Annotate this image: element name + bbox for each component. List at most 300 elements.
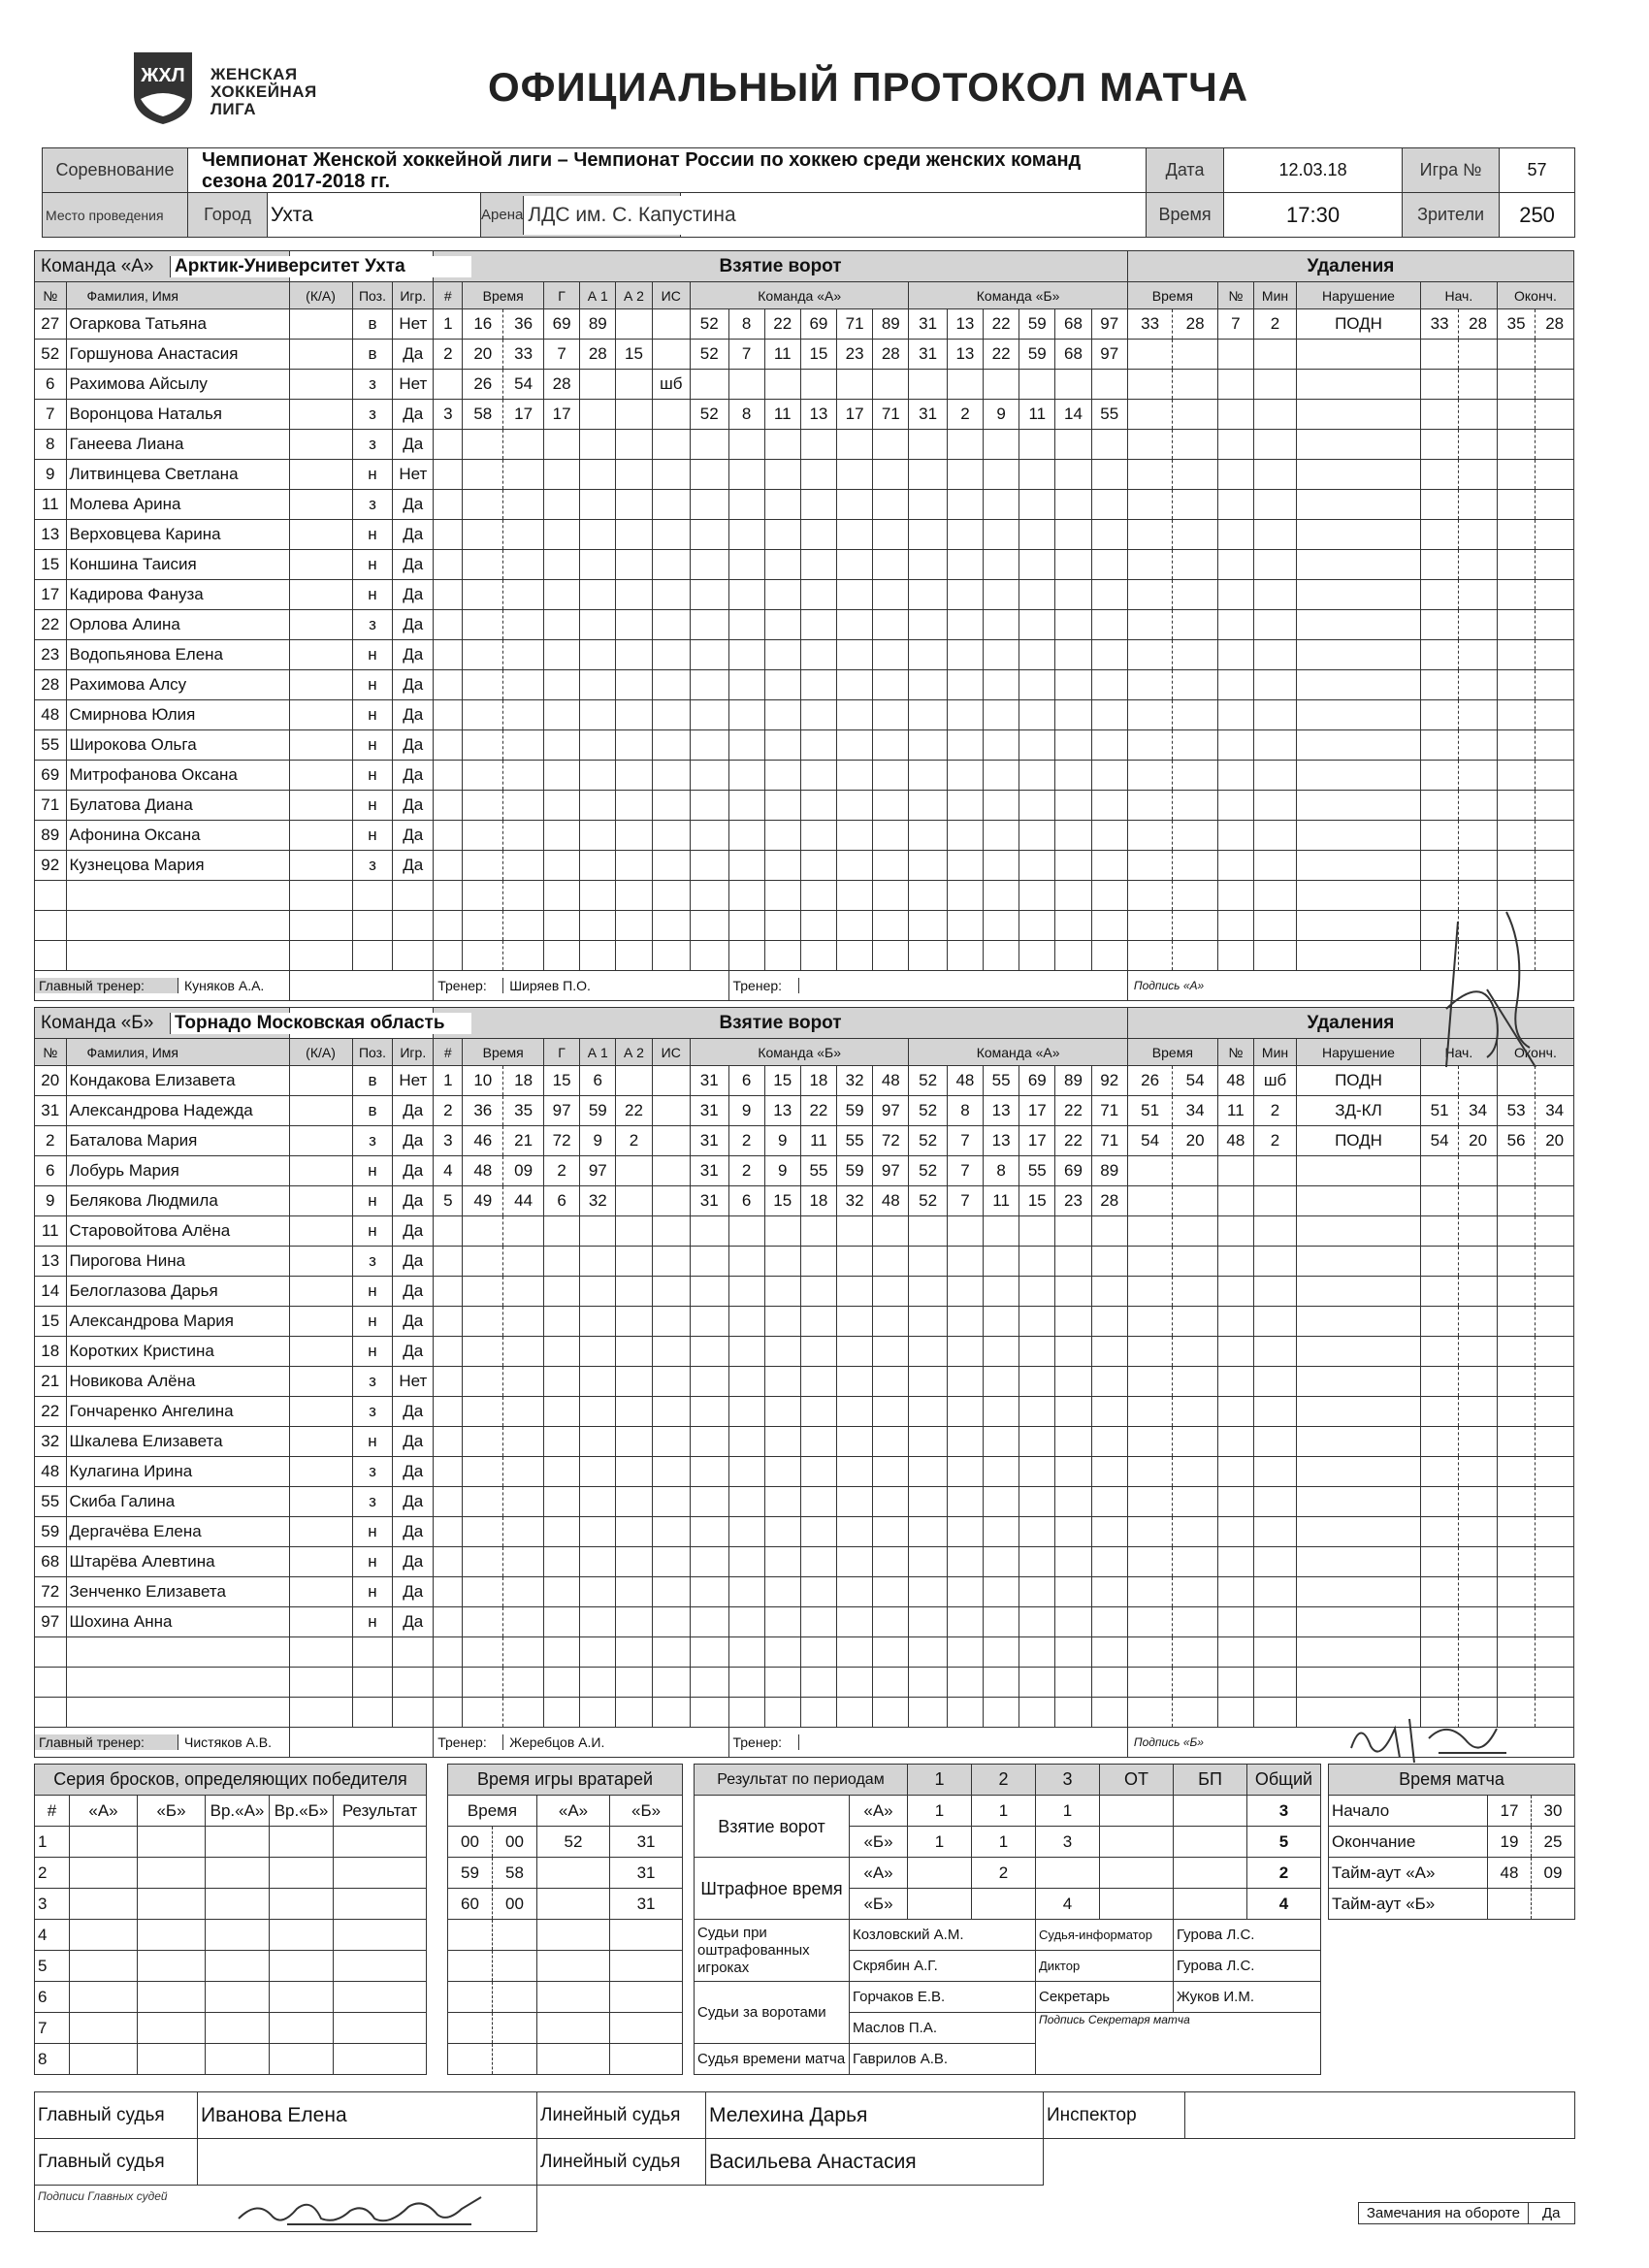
penalty-start-min: 51 (1420, 1096, 1458, 1126)
goal-line-player (947, 640, 983, 670)
goal-empty (544, 490, 580, 520)
goal-number: 2 (434, 340, 463, 370)
goal-number (434, 1517, 463, 1547)
team-label: Команда «А» (35, 256, 171, 277)
goal-line-player (984, 1637, 1019, 1668)
penalty-second (1173, 1186, 1217, 1216)
shootout-col: Результат (334, 1796, 427, 1827)
goal-line-player (691, 1397, 728, 1427)
goals-header: Взятие ворот (434, 251, 1128, 282)
goal-minute (463, 941, 503, 971)
player-position: н (352, 1277, 393, 1307)
goal-line-player (947, 881, 983, 911)
penalty-minutes (1253, 941, 1296, 971)
goal-line-player (1055, 1337, 1091, 1367)
table-row (35, 881, 1574, 911)
goal-line-player (873, 1307, 909, 1337)
penalty-minutes (1253, 1517, 1296, 1547)
period-value: 1 (972, 1827, 1036, 1858)
goal-line-player (909, 791, 947, 821)
goal-number: 4 (434, 1156, 463, 1186)
player-name: Белоглазова Дарья (66, 1277, 289, 1307)
goal-empty (652, 1698, 690, 1728)
goal-line-player (1055, 1307, 1091, 1337)
goal-empty (616, 1277, 652, 1307)
table-row (35, 911, 1574, 941)
goal-own-player: 72 (873, 1126, 909, 1156)
goal-opp-player: 55 (984, 1066, 1019, 1096)
goal-second (503, 640, 544, 670)
team-label: Команда «Б» (35, 1013, 171, 1034)
goal-line-player (691, 1427, 728, 1457)
goal-judge-2: Маслов П.А. (850, 2013, 1036, 2044)
penalty-end-min (1497, 1607, 1535, 1637)
player-position: в (352, 1096, 393, 1126)
goal-line-player (873, 730, 909, 761)
penalty-start-min (1420, 1577, 1458, 1607)
goal-line-player (984, 580, 1019, 610)
penalty-player (1217, 1337, 1253, 1367)
goal-line-player (764, 610, 800, 640)
goal-second (503, 1397, 544, 1427)
player-played: Да (393, 730, 434, 761)
penalty-minute (1127, 1698, 1172, 1728)
period-value (1100, 1889, 1174, 1920)
goal-line-player (1019, 1517, 1055, 1547)
goal-empty (544, 460, 580, 490)
shootout-row-num: 3 (35, 1889, 70, 1920)
shootout-row-num: 2 (35, 1858, 70, 1889)
penalty-violation (1297, 1277, 1421, 1307)
goal-second (503, 851, 544, 881)
period-value: 4 (1247, 1889, 1321, 1920)
goal-line-player (1091, 520, 1127, 550)
goal-line-player (837, 550, 873, 580)
penalty-start-min: 33 (1420, 309, 1458, 340)
penalty-player (1217, 1367, 1253, 1397)
goal-empty (544, 580, 580, 610)
goal-second: 33 (503, 340, 544, 370)
goal-empty (652, 1216, 690, 1247)
goal-empty (652, 1577, 690, 1607)
player-name: Гончаренко Ангелина (66, 1397, 289, 1427)
goal-number (434, 610, 463, 640)
goal-empty (580, 1367, 616, 1397)
goal-line-player (1091, 1427, 1127, 1457)
goal-line-player (800, 821, 836, 851)
goal-second (503, 1367, 544, 1397)
penalty-start-min (1420, 1337, 1458, 1367)
goal-minute (463, 610, 503, 640)
penalty-violation (1297, 640, 1421, 670)
penalty-minute: 33 (1127, 309, 1172, 340)
goal-empty (652, 490, 690, 520)
penalty-end-sec (1536, 1547, 1574, 1577)
penalty-minute (1127, 640, 1172, 670)
penalty-minutes (1253, 550, 1296, 580)
goal-line-player (1019, 791, 1055, 821)
penalty-start-sec (1459, 1186, 1497, 1216)
goal-situation (652, 1156, 690, 1186)
penalty-minutes (1253, 640, 1296, 670)
shootout-cell (270, 1920, 334, 1951)
goal-line-player (1091, 821, 1127, 851)
player-position: з (352, 1247, 393, 1277)
table-row (35, 520, 1574, 550)
col-pen-time: Время (1127, 282, 1217, 309)
goal-line-player (947, 610, 983, 640)
goal-empty (544, 1397, 580, 1427)
referees-table (34, 2091, 1575, 2232)
player-position: н (352, 550, 393, 580)
table-row (35, 1889, 427, 1920)
goal-empty (616, 1307, 652, 1337)
penalty-minutes: 2 (1253, 1096, 1296, 1126)
shootout-cell (138, 1889, 206, 1920)
table-row (35, 1427, 1574, 1457)
goal-line-player (1055, 700, 1091, 730)
penalty-minute (1127, 1487, 1172, 1517)
penalty-player (1217, 670, 1253, 700)
match-start-label: Начало (1329, 1796, 1488, 1827)
col-opp-team: Команда «А» (909, 1039, 1128, 1066)
goal-empty (616, 1577, 652, 1607)
goal-empty (652, 1668, 690, 1698)
goal-line-player (837, 1517, 873, 1547)
goal-line-player (837, 640, 873, 670)
goalie-minute (448, 1951, 493, 1982)
player-name: Александрова Надежда (66, 1096, 289, 1126)
goal-own-player: 22 (800, 1096, 836, 1126)
period-col: ОТ (1100, 1765, 1174, 1796)
player-number: 18 (35, 1337, 67, 1367)
penalty-player (1217, 851, 1253, 881)
goal-number (434, 700, 463, 730)
goal-line-player (691, 430, 728, 460)
player-name: Штарёва Алевтина (66, 1547, 289, 1577)
player-number: 89 (35, 821, 67, 851)
penalty-violation (1297, 1637, 1421, 1668)
goal-line-player (909, 821, 947, 851)
goal-line-player (1091, 1367, 1127, 1397)
player-number: 11 (35, 490, 67, 520)
shootout-cell (206, 1889, 270, 1920)
table-row (35, 2013, 427, 2044)
periods-title: Результат по периодам (695, 1765, 908, 1796)
goal-line-player (764, 1367, 800, 1397)
goalie-second (493, 1920, 537, 1951)
penalty-minute (1127, 1577, 1172, 1607)
goal-line-player (947, 1547, 983, 1577)
goal-number (434, 1277, 463, 1307)
period-team: «Б» (850, 1889, 908, 1920)
player-name (66, 1698, 289, 1728)
penalty-second (1173, 1247, 1217, 1277)
goal-line-player (1019, 1367, 1055, 1397)
goal-own-player (837, 370, 873, 400)
goal-line-player (728, 430, 764, 460)
penalty-second (1173, 1337, 1217, 1367)
penalty-minutes (1253, 610, 1296, 640)
goal-number (434, 1698, 463, 1728)
player-name: Литвинцева Светлана (66, 460, 289, 490)
penalty-end-sec (1536, 1668, 1574, 1698)
goal-line-player (984, 821, 1019, 851)
goal-line-player (800, 1668, 836, 1698)
goal-line-player (873, 550, 909, 580)
head-coach-spacer (289, 971, 434, 1001)
player-ka (289, 370, 352, 400)
player-ka (289, 340, 352, 370)
col-pen-time: Время (1127, 1039, 1217, 1066)
player-ka (289, 851, 352, 881)
penalty-end-sec (1536, 370, 1574, 400)
goal-line-player (800, 580, 836, 610)
goal-line-player (1055, 670, 1091, 700)
goal-line-player (909, 1487, 947, 1517)
game-number-label: Игра № (1403, 148, 1500, 193)
goal-line-player (728, 1637, 764, 1668)
player-ka (289, 1457, 352, 1487)
goal-line-player (728, 1277, 764, 1307)
player-position: з (352, 851, 393, 881)
goal-line-player (1055, 1547, 1091, 1577)
goal-opp-player: 7 (947, 1156, 983, 1186)
penalty-player (1217, 1487, 1253, 1517)
penalty-minute (1127, 791, 1172, 821)
penalty-minutes (1253, 761, 1296, 791)
penalty-end-sec (1536, 1517, 1574, 1547)
goal-line-player (800, 1547, 836, 1577)
goal-minute: 10 (463, 1066, 503, 1096)
col-goal-time: Время (463, 1039, 544, 1066)
penalty-minutes: шб (1253, 1066, 1296, 1096)
penalty-end-sec (1536, 460, 1574, 490)
goal-line-player (1091, 1216, 1127, 1247)
player-position: н (352, 520, 393, 550)
goal-line-player (837, 610, 873, 640)
penalty-minute (1127, 1457, 1172, 1487)
penalty-end-sec (1536, 730, 1574, 761)
player-number: 22 (35, 1397, 67, 1427)
player-played: Да (393, 1307, 434, 1337)
player-position: н (352, 1427, 393, 1457)
goal-line-player (1091, 640, 1127, 670)
penalty-minutes (1253, 1427, 1296, 1457)
goal-line-player (1019, 730, 1055, 761)
goal-empty (652, 640, 690, 670)
goal-opp-player: 69 (1055, 1156, 1091, 1186)
penalty-start-min (1420, 430, 1458, 460)
goal-line-player (837, 1607, 873, 1637)
player-played: Да (393, 1216, 434, 1247)
penalty-minute (1127, 700, 1172, 730)
goal-line-player (1055, 580, 1091, 610)
penalty-player (1217, 1247, 1253, 1277)
player-position: н (352, 1307, 393, 1337)
goal-second (503, 1698, 544, 1728)
goal-empty (652, 430, 690, 460)
goal-number (434, 1577, 463, 1607)
goal-empty (580, 580, 616, 610)
goal-second (503, 821, 544, 851)
table-row (35, 1668, 1574, 1698)
goal-line-player (984, 550, 1019, 580)
period-col: 3 (1036, 1765, 1100, 1796)
col-num: № (35, 282, 67, 309)
player-name: Старовойтова Алёна (66, 1216, 289, 1247)
goal-line-player (764, 520, 800, 550)
goal-line-player (1055, 761, 1091, 791)
goal-line-player (947, 730, 983, 761)
goal-opp-player: 48 (947, 1066, 983, 1096)
penalty-end-sec (1536, 700, 1574, 730)
goal-empty (652, 851, 690, 881)
goal-line-player (764, 821, 800, 851)
goal-line-player (984, 460, 1019, 490)
document-title: ОФИЦИАЛЬНЫЙ ПРОТОКОЛ МАТЧА (488, 64, 1249, 110)
penalty-player (1217, 640, 1253, 670)
col-pos: Поз. (352, 282, 393, 309)
timeout-a-label: Тайм-аут «А» (1329, 1858, 1488, 1889)
goal-line-player (800, 1457, 836, 1487)
goal-empty (580, 1577, 616, 1607)
penalty-violation: ПОДН (1297, 1066, 1421, 1096)
goal-line-player (984, 1668, 1019, 1698)
table-row (448, 2044, 683, 2075)
table-row (35, 640, 1574, 670)
goal-empty (580, 610, 616, 640)
goal-opp-player: 17 (1019, 1096, 1055, 1126)
goal-own-player: 52 (691, 400, 728, 430)
penalty-violation (1297, 730, 1421, 761)
goal-own-player: 55 (837, 1126, 873, 1156)
player-name: Кадирова Фануза (66, 580, 289, 610)
player-position (352, 941, 393, 971)
goal-line-player (1091, 1577, 1127, 1607)
goal-empty (652, 1337, 690, 1367)
penalty-minutes (1253, 911, 1296, 941)
period-value (1100, 1796, 1174, 1827)
coach-1-cell (434, 971, 728, 1001)
goal-line-player (947, 580, 983, 610)
goal-line-player (909, 1607, 947, 1637)
shootout-cell (206, 2044, 270, 2075)
goal-line-player (800, 730, 836, 761)
goal-empty (616, 730, 652, 761)
penalty-end-min (1497, 490, 1535, 520)
penalty-minute (1127, 370, 1172, 400)
goal-own-player: 23 (837, 340, 873, 370)
goal-line-player (1091, 1307, 1127, 1337)
timeout-a-value-1: 48 (1488, 1858, 1532, 1889)
shootout-cell (70, 2044, 138, 2075)
player-played: Да (393, 520, 434, 550)
table-row (35, 1337, 1574, 1367)
table-row (35, 1367, 1574, 1397)
goal-second (503, 700, 544, 730)
goal-empty (580, 460, 616, 490)
goal-empty (544, 1427, 580, 1457)
goal-minute (463, 761, 503, 791)
shootout-cell (206, 1858, 270, 1889)
goal-line-player (691, 700, 728, 730)
coach-2-label: Тренер: (729, 978, 799, 993)
goal-own-player: 97 (873, 1096, 909, 1126)
goal-empty (544, 941, 580, 971)
goal-second (503, 1668, 544, 1698)
penalty-start-sec (1459, 520, 1497, 550)
goal-second: 44 (503, 1186, 544, 1216)
goal-minute (463, 430, 503, 460)
goal-line-player (1019, 700, 1055, 730)
period-col: 2 (972, 1765, 1036, 1796)
team-name: Торнадо Московская область (171, 1013, 471, 1034)
goal-opp-player (1055, 370, 1091, 400)
goal-empty (616, 881, 652, 911)
period-team: «Б» (850, 1827, 908, 1858)
match-start-value-1: 17 (1488, 1796, 1532, 1827)
player-number: 68 (35, 1547, 67, 1577)
goalie-title: Время игры вратарей (448, 1765, 683, 1796)
penalty-violation (1297, 821, 1421, 851)
goal-line-player (691, 580, 728, 610)
goal-line-player (1055, 1637, 1091, 1668)
goal-number (434, 881, 463, 911)
goal-line-player (764, 700, 800, 730)
penalty-second (1173, 791, 1217, 821)
goal-line-player (728, 911, 764, 941)
goal-own-player: 18 (800, 1186, 836, 1216)
goal-line-player (837, 1487, 873, 1517)
goal-line-player (1019, 550, 1055, 580)
goal-line-player (1091, 1547, 1127, 1577)
goal-empty (544, 1367, 580, 1397)
penalty-end-min (1497, 1517, 1535, 1547)
goal-line-player (947, 460, 983, 490)
penalty-player: 11 (1217, 1096, 1253, 1126)
penalty-minutes (1253, 460, 1296, 490)
penalty-start-sec (1459, 610, 1497, 640)
penalty-start-min (1420, 1216, 1458, 1247)
player-name: Коншина Таисия (66, 550, 289, 580)
player-name: Воронцова Наталья (66, 400, 289, 430)
goal-line-player (947, 1367, 983, 1397)
goal-line-player (984, 761, 1019, 791)
player-position (352, 1698, 393, 1728)
goal-empty (616, 1487, 652, 1517)
player-ka (289, 1637, 352, 1668)
table-row (35, 1982, 427, 2013)
goal-line-player (873, 1427, 909, 1457)
goal-line-player (984, 881, 1019, 911)
penalty-minutes (1253, 1547, 1296, 1577)
goal-number (434, 851, 463, 881)
goal-line-player (1055, 1367, 1091, 1397)
head-coach-spacer (289, 1728, 434, 1758)
goal-line-player (837, 1547, 873, 1577)
penalty-minute (1127, 1637, 1172, 1668)
goal-line-player (909, 700, 947, 730)
goal-opp-player (947, 370, 983, 400)
coach-2-cell (728, 1728, 1127, 1758)
goal-line-player (909, 610, 947, 640)
goal-line-player (947, 1307, 983, 1337)
goal-opp-player: 97 (1091, 309, 1127, 340)
col-violation: Нарушение (1297, 282, 1421, 309)
penalty-violation (1297, 1216, 1421, 1247)
goal-second: 36 (503, 309, 544, 340)
